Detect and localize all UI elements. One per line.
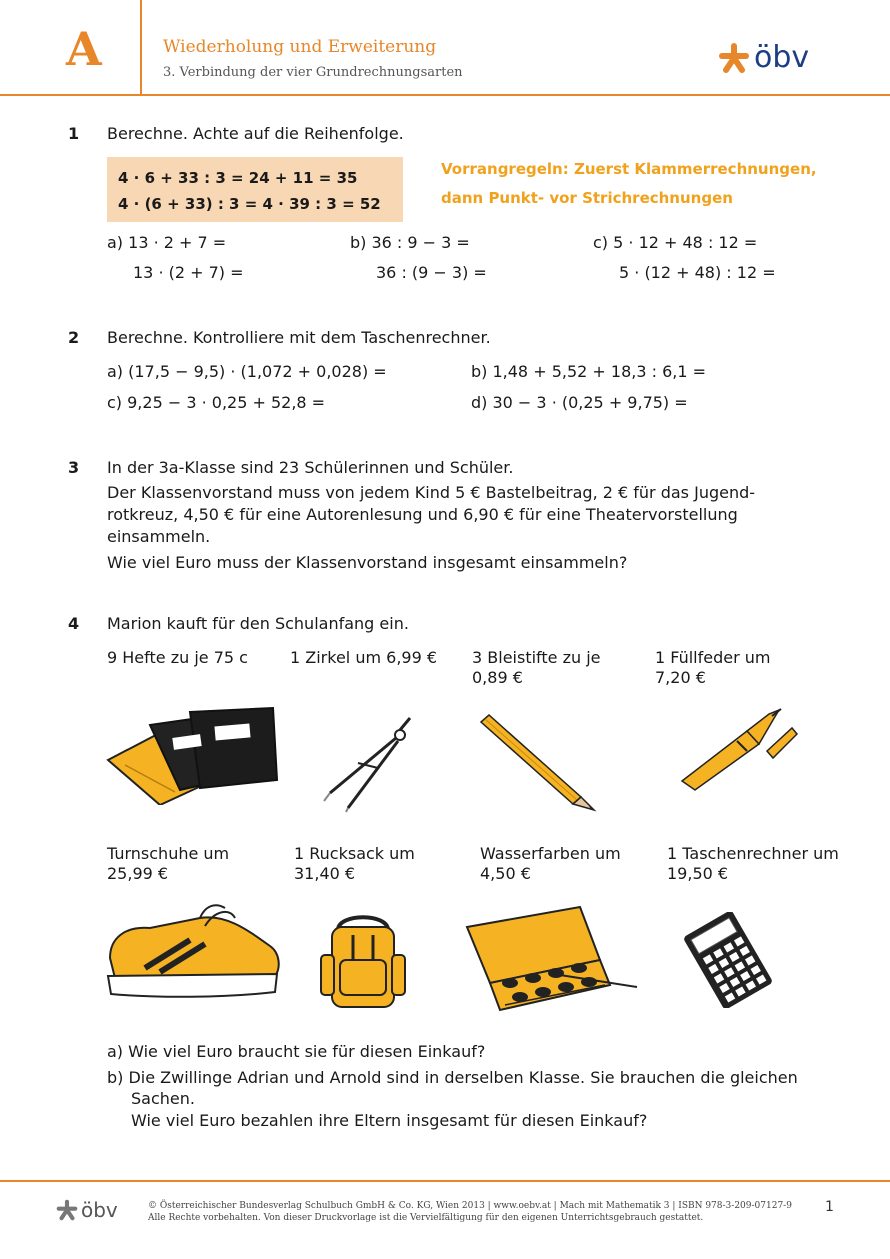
item-label: 1 Füllfeder um [655, 648, 771, 667]
header-divider [140, 0, 142, 95]
exercise-item: a) 13 · 2 + 7 = [107, 233, 227, 252]
footer-rule [0, 1180, 890, 1182]
task-text: rotkreuz, 4,50 € für eine Autorenlesung und 6,90 € für eine Theatervorstellung [107, 505, 738, 524]
item-label: 1 Taschenrechner um [667, 844, 839, 863]
exercise-item: d) 30 − 3 · (0,25 + 9,75) = [471, 393, 688, 412]
copyright-text: © Österreichischer Bundesverlag Schulbuch GmbH & Co. KG, Wien 2013 | www.oebv.at | Mach mit Mathematik 3 | ISBN 978-3-209-07127-9 [148, 1201, 792, 1211]
sneaker-icon [105, 898, 283, 1000]
star-logo-icon [56, 1199, 78, 1221]
backpack-icon [318, 905, 408, 1013]
chapter-subtitle: 3. Verbindung der vier Grundrechnungsarten [163, 65, 463, 80]
exercise-item: 5 · (12 + 48) : 12 = [619, 263, 776, 282]
chapter-title: Wiederholung und Erweiterung [163, 37, 437, 57]
item-label: 9 Hefte zu je 75 c [107, 648, 248, 667]
task-question: Wie viel Euro muss der Klassenvorstand insgesamt einsammeln? [107, 553, 628, 572]
page-header [0, 0, 890, 95]
exercise-item: b) 1,48 + 5,52 + 18,3 : 6,1 = [471, 362, 707, 381]
exercise-item: 13 · (2 + 7) = [133, 263, 244, 282]
task-number: 1 [68, 124, 80, 143]
item-price: 25,99 € [107, 864, 169, 883]
task-number: 3 [68, 458, 80, 477]
chapter-letter: A [66, 22, 102, 76]
item-label: Turnschuhe um [107, 844, 230, 863]
task-heading: Berechne. Kontrolliere mit dem Taschenrechner. [107, 328, 491, 347]
header-rule [0, 94, 890, 96]
item-price: 4,50 € [480, 864, 531, 883]
publisher-logo [718, 40, 809, 75]
item-price: 0,89 € [472, 668, 523, 687]
item-label: 1 Zirkel um 6,99 € [290, 648, 438, 667]
task-text: einsammeln. [107, 527, 211, 546]
watercolor-box-icon [465, 905, 640, 1015]
task-question: Wie viel Euro bezahlen ihre Eltern insgesamt für diesen Einkauf? [131, 1111, 648, 1130]
item-price: 19,50 € [667, 864, 729, 883]
exercise-item: c) 9,25 − 3 · 0,25 + 52,8 = [107, 393, 326, 412]
exercise-item: b) 36 : 9 − 3 = [350, 233, 470, 252]
calculator-icon [680, 912, 776, 1008]
example-line: 4 · 6 + 33 : 3 = 24 + 11 = 35 [118, 169, 358, 187]
footer-logo [56, 1198, 118, 1222]
exercise-item: 36 : (9 − 3) = [376, 263, 487, 282]
item-label: Wasserfarben um [480, 844, 621, 863]
rule-text: dann Punkt- vor Strichrechnungen [441, 189, 733, 207]
exercise-item: a) (17,5 − 9,5) · (1,072 + 0,028) = [107, 362, 387, 381]
task-question: b) Die Zwillinge Adrian und Arnold sind in derselben Klasse. Sie brauchen die gleichen [107, 1068, 798, 1087]
task-question: Sachen. [131, 1089, 195, 1108]
task-number: 2 [68, 328, 80, 347]
star-logo-icon [718, 42, 750, 74]
item-label: 3 Bleistifte zu je [472, 648, 601, 667]
rights-text: Alle Rechte vorbehalten. Von dieser Druckvorlage ist die Vervielfältigung für den eigenen Unterrichtsgebrauch gestattet. [148, 1213, 704, 1223]
item-price: 7,20 € [655, 668, 706, 687]
page-number: 1 [825, 1199, 834, 1215]
task-question: a) Wie viel Euro braucht sie für diesen Einkauf? [107, 1042, 486, 1061]
notebooks-icon [105, 700, 280, 805]
item-price: 31,40 € [294, 864, 356, 883]
logo-text: öbv [754, 40, 810, 75]
fountain-pen-icon [677, 706, 802, 791]
exercise-item: c) 5 · 12 + 48 : 12 = [593, 233, 758, 252]
rule-text: Vorrangregeln: Zuerst Klammerrechnungen, [441, 160, 817, 178]
item-label: 1 Rucksack um [294, 844, 415, 863]
task-number: 4 [68, 614, 80, 633]
pencil-icon [476, 712, 601, 812]
task-heading: Berechne. Achte auf die Reihenfolge. [107, 124, 404, 143]
task-heading: Marion kauft für den Schulanfang ein. [107, 614, 409, 633]
task-heading: In der 3a-Klasse sind 23 Schülerinnen und Schüler. [107, 458, 514, 477]
example-line: 4 · (6 + 33) : 3 = 4 · 39 : 3 = 52 [118, 195, 381, 213]
compass-icon [318, 713, 423, 813]
task-text: Der Klassenvorstand muss von jedem Kind 5 € Bastelbeitrag, 2 € für das Jugend- [107, 483, 756, 502]
logo-text: öbv [81, 1198, 118, 1222]
